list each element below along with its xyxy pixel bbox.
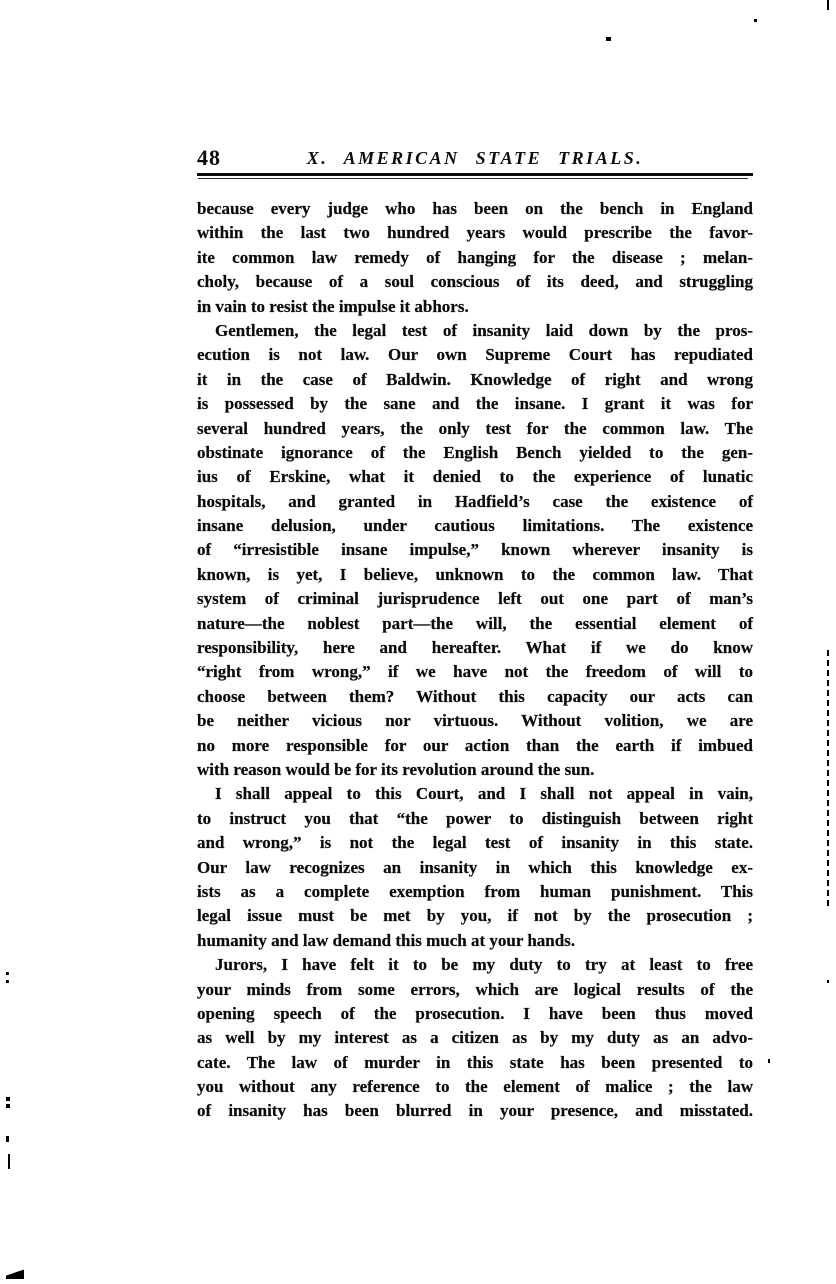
text-line: several hundred years, the only test for the common law. The bbox=[197, 418, 753, 438]
text-line: of insanity has been blurred in your presence, and misstated. bbox=[197, 1101, 753, 1121]
scan-artifact-top-right-line bbox=[827, 0, 829, 10]
page-header bbox=[197, 144, 753, 172]
text-line: ite common law remedy of hanging for the disease ; melan- bbox=[197, 247, 753, 267]
text-line: Jurors, I have felt it to be my duty to try at least to free bbox=[215, 955, 753, 975]
header-rule-thin bbox=[198, 178, 748, 179]
text-line: no more responsible for our action than the earth if imbued bbox=[197, 735, 753, 755]
scan-artifact-colon-mark bbox=[6, 980, 9, 983]
scan-artifact-dot bbox=[827, 980, 829, 983]
scan-artifact-colon-mark bbox=[6, 972, 9, 975]
text-line: responsibility, here and hereafter. What if we do know bbox=[197, 638, 753, 658]
text-line: to instruct you that “the power to distinguish between right bbox=[197, 808, 753, 828]
text-line: Our law recognizes an insanity in which this knowledge ex- bbox=[197, 857, 753, 877]
scan-artifact-speck bbox=[606, 37, 611, 41]
text-line: in vain to resist the impulse it abhors. bbox=[197, 296, 469, 316]
scan-artifact-colon-mark bbox=[6, 1104, 10, 1108]
scan-artifact-corner-blob bbox=[6, 1267, 24, 1279]
text-line: system of criminal jurisprudence left out one part of man’s bbox=[197, 589, 753, 609]
text-line: within the last two hundred years would prescribe the favor- bbox=[197, 223, 753, 243]
text-line: it in the case of Baldwin. Knowledge of right and wrong bbox=[197, 369, 753, 389]
text-line: I shall appeal to this Court, and I shall not appeal in vain, bbox=[215, 784, 753, 804]
scan-artifact-right-dashed-line bbox=[827, 650, 829, 906]
text-line: your minds from some errors, which are logical results of the bbox=[197, 979, 753, 999]
text-line: insane delusion, under cautious limitations. The existence bbox=[197, 516, 753, 536]
text-line: and wrong,” is not the legal test of insanity in this state. bbox=[197, 833, 753, 853]
text-line: because every judge who has been on the bench in England bbox=[197, 199, 753, 218]
text-line: ius of Erskine, what it denied to the experience of lunatic bbox=[197, 467, 753, 487]
text-line: with reason would be for its revolution around the sun. bbox=[197, 759, 595, 779]
text-line: known, is yet, I believe, unknown to the common law. That bbox=[197, 564, 753, 584]
text-line: ists as a complete exemption from human punishment. This bbox=[197, 881, 753, 901]
body-text bbox=[197, 197, 753, 1124]
text-line: Gentlemen, the legal test of insanity laid down by the pros- bbox=[215, 320, 753, 340]
text-line: opening speech of the prosecution. I have been thus moved bbox=[197, 1003, 753, 1023]
text-line: is possessed by the sane and the insane. I grant it was for bbox=[197, 394, 753, 414]
text-line: obstinate ignorance of the English Bench yielded to the gen- bbox=[197, 442, 753, 462]
text-line: choose between them? Without this capacity our acts can bbox=[197, 686, 753, 706]
text-line: cate. The law of murder in this state has been presented to bbox=[197, 1052, 753, 1072]
text-line: as well by my interest as a citizen as by my duty as an advo- bbox=[197, 1028, 753, 1048]
text-line: choly, because of a soul conscious of its deed, and struggling bbox=[197, 272, 753, 292]
text-line: nature—the noblest part—the will, the essential element of bbox=[197, 613, 753, 633]
text-line: humanity and law demand this much at your hands. bbox=[197, 930, 576, 950]
header-rule-thick bbox=[197, 173, 753, 176]
text-line: hospitals, and granted in Hadfield’s case the existence of bbox=[197, 491, 753, 511]
scan-artifact-dot bbox=[754, 19, 757, 22]
text-line: ecution is not law. Our own Supreme Court has repudiated bbox=[197, 345, 753, 365]
text-line: of “irresistible insane impulse,” known wherever insanity is bbox=[197, 540, 753, 560]
text-line: legal issue must be met by you, if not by the prosecution ; bbox=[197, 906, 753, 926]
scan-artifact-colon-mark bbox=[6, 1097, 10, 1101]
text-line: be neither vicious nor virtuous. Without volition, we are bbox=[197, 711, 753, 731]
page-number: 48 bbox=[197, 145, 221, 170]
scan-artifact-left-line bbox=[8, 1154, 10, 1169]
text-line: “right from wrong,” if we have not the freedom of will to bbox=[197, 662, 753, 682]
scan-artifact-tick bbox=[6, 1136, 9, 1142]
running-title: X. AMERICAN STATE TRIALS. bbox=[306, 148, 644, 168]
text-line: you without any reference to the element of malice ; the law bbox=[197, 1077, 753, 1097]
scan-artifact-dot bbox=[768, 1059, 770, 1063]
